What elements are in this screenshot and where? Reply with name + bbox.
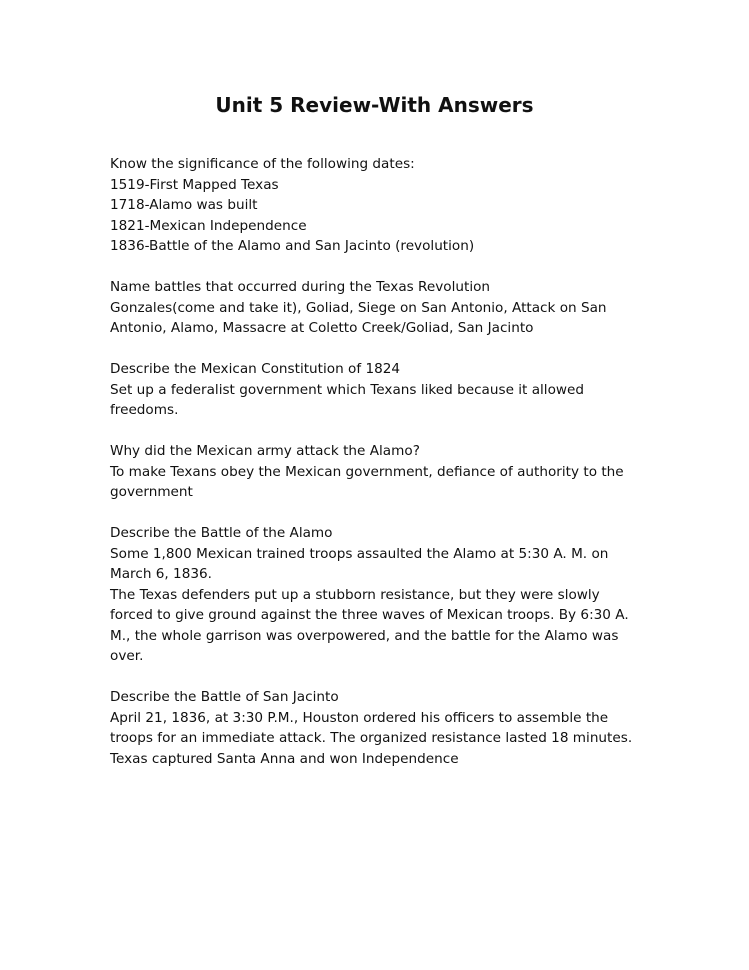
answer-line: To make Texans obey the Mexican government, defiance of authority to the <box>110 463 624 480</box>
answer-line: over. <box>110 648 144 664</box>
document-title: Unit 5 Review-With Answers <box>215 93 534 117</box>
answer-line: April 21, 1836, at 3:30 P.M., Houston ordered his officers to assemble the <box>110 709 609 726</box>
answer-line: March 6, 1836. <box>110 566 212 582</box>
alamo-attack-section <box>110 441 670 503</box>
battles-section <box>110 277 670 339</box>
answer-line: Some 1,800 Mexican trained troops assaulted the Alamo at 5:30 A. M. on <box>110 545 609 562</box>
answer-line: Antonio, Alamo, Massacre at Coletto Creek/Goliad, San Jacinto <box>110 320 534 336</box>
document-body <box>110 154 670 790</box>
dates-section <box>110 154 670 257</box>
answer-line: Set up a federalist government which Texans liked because it allowed <box>110 381 585 398</box>
answer-line: forced to give ground against the three waves of Mexican troops. By 6:30 A. <box>110 607 629 623</box>
answer-line: Texas captured Santa Anna and won Independence <box>110 750 459 767</box>
section-heading: Describe the Battle of the Alamo <box>110 525 333 541</box>
section-heading: Name battles that occurred during the Texas Revolution <box>110 279 491 295</box>
section-heading: Describe the Mexican Constitution of 1824 <box>110 361 401 377</box>
date-item: 1718-Alamo was built <box>110 197 258 213</box>
battle-of-alamo-section <box>110 523 670 667</box>
section-heading: Know the significance of the following dates: <box>110 156 415 172</box>
section-heading: Describe the Battle of San Jacinto <box>110 689 339 705</box>
date-item: 1519-First Mapped Texas <box>110 176 279 193</box>
san-jacinto-section <box>110 687 670 769</box>
answer-line: troops for an immediate attack. The organized resistance lasted 18 minutes. <box>110 730 633 746</box>
section-heading: Why did the Mexican army attack the Alamo? <box>110 443 420 459</box>
date-item: 1821-Mexican Independence <box>110 217 307 234</box>
answer-line: M., the whole garrison was overpowered, and the battle for the Alamo was <box>110 627 619 644</box>
answer-line: The Texas defenders put up a stubborn resistance, but they were slowly <box>110 586 600 603</box>
answer-line: government <box>110 484 193 500</box>
constitution-section <box>110 359 670 421</box>
answer-line: freedoms. <box>110 402 179 418</box>
answer-line: Gonzales(come and take it), Goliad, Siege on San Antonio, Attack on San <box>110 299 607 316</box>
date-item: 1836-Battle of the Alamo and San Jacinto (revolution) <box>110 238 475 254</box>
